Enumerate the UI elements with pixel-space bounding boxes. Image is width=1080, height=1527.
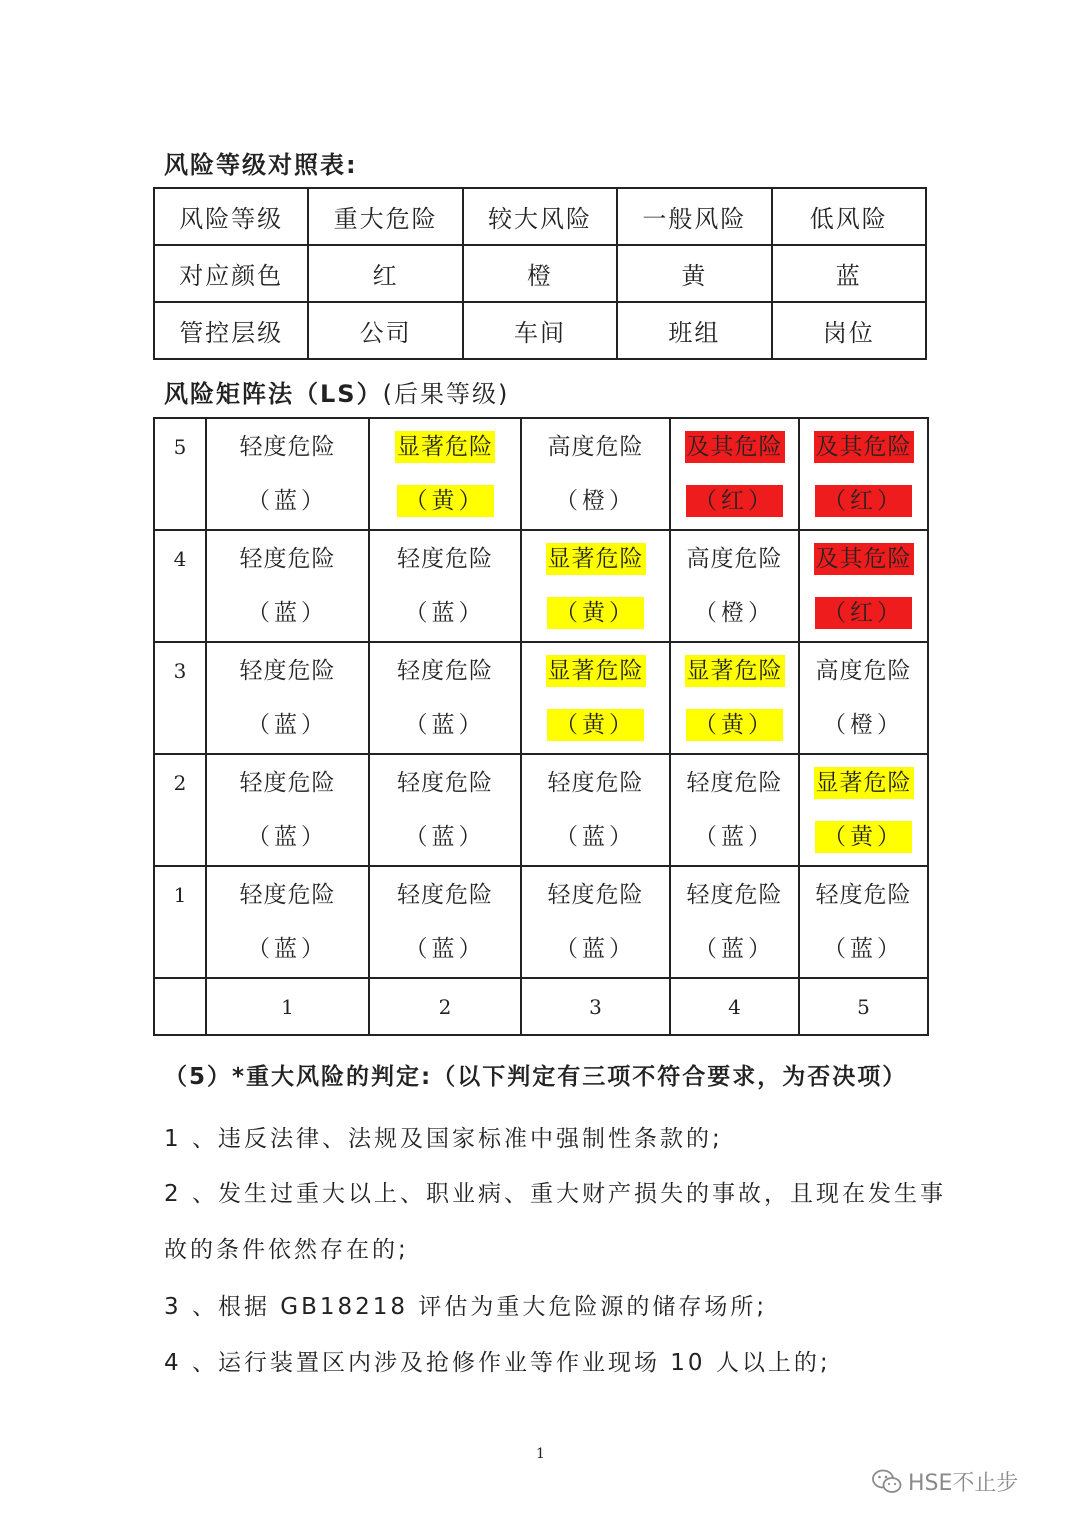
matrix-cell-risk-name: 轻度危险	[397, 882, 493, 908]
matrix-cell	[799, 754, 928, 866]
matrix-cell	[799, 418, 928, 530]
level-table-cell: 一般风险	[617, 188, 771, 245]
matrix-cell-risk-name: 显著危险	[546, 655, 646, 687]
matrix-cell	[369, 642, 521, 754]
criterion-2-continued: 故的条件依然存在的;	[164, 1237, 409, 1263]
matrix-cell-color-label: （红）	[815, 485, 912, 517]
matrix-cell-risk-name: 轻度危险	[397, 658, 493, 684]
matrix-cell	[670, 530, 799, 642]
level-table-cell: 重大危险	[308, 188, 462, 245]
matrix-cell	[799, 530, 928, 642]
matrix-column-label: 5	[799, 978, 928, 1035]
matrix-cell	[521, 530, 670, 642]
matrix-cell-color-label: （红）	[815, 597, 912, 629]
matrix-cell	[799, 866, 928, 978]
level-table-row-header: 风险等级	[154, 188, 308, 245]
matrix-column-label: 3	[521, 978, 670, 1035]
level-table-row	[154, 188, 926, 245]
level-table-cell: 岗位	[772, 302, 926, 359]
matrix-cell-risk-name: 轻度危险	[397, 770, 493, 796]
criterion-1: 1 、违反法律、法规及国家标准中强制性条款的;	[164, 1126, 723, 1152]
matrix-cell	[521, 866, 670, 978]
matrix-cell-risk-name: 轻度危险	[397, 546, 493, 572]
matrix-cell-risk-name: 轻度危险	[547, 770, 644, 796]
matrix-corner-cell	[154, 978, 206, 1035]
matrix-cell-color-label: （蓝）	[555, 824, 636, 850]
matrix-cell-color-label: （蓝）	[404, 712, 486, 738]
matrix-cell-risk-name: 轻度危险	[239, 770, 336, 796]
matrix-cell	[206, 418, 369, 530]
matrix-cell	[206, 866, 369, 978]
matrix-cell	[670, 754, 799, 866]
page-number: 1	[536, 1446, 545, 1462]
matrix-cell-risk-name: 及其危险	[814, 543, 914, 575]
matrix-cell	[206, 530, 369, 642]
level-table-row-header: 对应颜色	[154, 245, 308, 302]
matrix-cell-risk-name: 轻度危险	[815, 882, 912, 908]
matrix-row	[154, 866, 928, 978]
watermark-text: HSE不止步	[908, 1471, 1019, 1496]
matrix-cell-risk-name: 轻度危险	[239, 546, 336, 572]
matrix-cell	[369, 754, 521, 866]
matrix-row	[154, 754, 928, 866]
risk-matrix-subtitle: (后果等级)	[382, 380, 510, 408]
level-table-cell: 低风险	[772, 188, 926, 245]
matrix-cell-risk-name: 高度危险	[815, 658, 912, 684]
matrix-cell-color-label: （蓝）	[404, 824, 486, 850]
matrix-cell	[369, 866, 521, 978]
matrix-cell-color-label: （黄）	[686, 709, 783, 741]
matrix-cell-color-label: （蓝）	[823, 936, 904, 962]
matrix-cell	[521, 418, 670, 530]
matrix-row	[154, 642, 928, 754]
matrix-cell-color-label: （黄）	[547, 709, 644, 741]
matrix-cell-risk-name: 轻度危险	[239, 434, 336, 460]
matrix-cell-risk-name: 高度危险	[686, 546, 783, 572]
matrix-row-label: 5	[154, 418, 206, 530]
major-risk-heading: （5）*重大风险的判定:（以下判定有三项不符合要求，为否决项）	[164, 1064, 908, 1090]
matrix-cell-color-label: （蓝）	[404, 600, 486, 626]
matrix-cell-risk-name: 高度危险	[547, 434, 644, 460]
risk-matrix-table	[153, 417, 929, 1036]
matrix-row	[154, 530, 928, 642]
matrix-cell-risk-name: 及其危险	[814, 431, 914, 463]
level-table-row	[154, 245, 926, 302]
matrix-cell-risk-name: 轻度危险	[239, 658, 336, 684]
matrix-cell-color-label: （红）	[686, 485, 783, 517]
watermark	[872, 1466, 1018, 1497]
level-table-cell: 黄	[617, 245, 771, 302]
matrix-cell-risk-name: 轻度危险	[239, 882, 336, 908]
matrix-cell-color-label: （黄）	[397, 485, 494, 517]
level-table-row	[154, 302, 926, 359]
matrix-row	[154, 418, 928, 530]
matrix-cell	[799, 642, 928, 754]
matrix-cell	[670, 418, 799, 530]
matrix-row-label: 1	[154, 866, 206, 978]
matrix-column-label-row	[154, 978, 928, 1035]
level-table-cell: 红	[308, 245, 462, 302]
matrix-cell-risk-name: 显著危险	[546, 543, 646, 575]
matrix-cell-risk-name: 显著危险	[814, 767, 914, 799]
level-table-row-header: 管控层级	[154, 302, 308, 359]
matrix-row-label: 2	[154, 754, 206, 866]
matrix-cell	[369, 418, 521, 530]
matrix-cell-color-label: （蓝）	[247, 936, 328, 962]
matrix-cell-risk-name: 轻度危险	[686, 770, 783, 796]
matrix-cell	[521, 642, 670, 754]
criterion-3: 3 、根据 GB18218 评估为重大危险源的储存场所;	[164, 1294, 768, 1320]
risk-level-table-title: 风险等级对照表:	[164, 151, 358, 179]
matrix-cell-risk-name: 及其危险	[685, 431, 785, 463]
matrix-cell-color-label: （黄）	[815, 821, 912, 853]
matrix-cell-color-label: （橙）	[694, 600, 775, 626]
matrix-cell-color-label: （蓝）	[247, 712, 328, 738]
matrix-cell-risk-name: 显著危险	[685, 655, 785, 687]
matrix-cell-color-label: （橙）	[823, 712, 904, 738]
risk-matrix-title-text: 风险矩阵法（LS）	[164, 380, 383, 408]
matrix-cell-color-label: （蓝）	[694, 936, 775, 962]
matrix-cell-color-label: （蓝）	[247, 600, 328, 626]
matrix-cell-color-label: （蓝）	[247, 824, 328, 850]
level-table-cell: 公司	[308, 302, 462, 359]
matrix-cell-color-label: （蓝）	[555, 936, 636, 962]
level-table-cell: 车间	[463, 302, 617, 359]
matrix-cell-color-label: （蓝）	[404, 936, 486, 962]
matrix-cell	[670, 642, 799, 754]
matrix-column-label: 1	[206, 978, 369, 1035]
wechat-icon	[872, 1469, 902, 1495]
matrix-cell	[206, 642, 369, 754]
criterion-4: 4 、运行装置区内涉及抢修作业等作业现场 10 人以上的;	[164, 1350, 831, 1376]
level-table-cell: 较大风险	[463, 188, 617, 245]
matrix-cell-risk-name: 显著危险	[395, 431, 495, 463]
risk-level-table	[153, 187, 927, 360]
matrix-cell-color-label: （黄）	[547, 597, 644, 629]
matrix-cell-risk-name: 轻度危险	[686, 882, 783, 908]
matrix-cell	[369, 530, 521, 642]
matrix-column-label: 4	[670, 978, 799, 1035]
matrix-column-label: 2	[369, 978, 521, 1035]
matrix-cell-color-label: （蓝）	[694, 824, 775, 850]
matrix-cell-risk-name: 轻度危险	[547, 882, 644, 908]
risk-matrix-title	[164, 374, 509, 409]
matrix-cell-color-label: （橙）	[555, 488, 636, 514]
level-table-cell: 蓝	[772, 245, 926, 302]
matrix-cell-color-label: （蓝）	[247, 488, 328, 514]
level-table-cell: 班组	[617, 302, 771, 359]
matrix-cell	[206, 754, 369, 866]
level-table-cell: 橙	[463, 245, 617, 302]
matrix-row-label: 3	[154, 642, 206, 754]
matrix-row-label: 4	[154, 530, 206, 642]
criterion-2: 2 、发生过重大以上、职业病、重大财产损失的事故，且现在发生事	[164, 1181, 946, 1207]
matrix-cell	[521, 754, 670, 866]
matrix-cell	[670, 866, 799, 978]
